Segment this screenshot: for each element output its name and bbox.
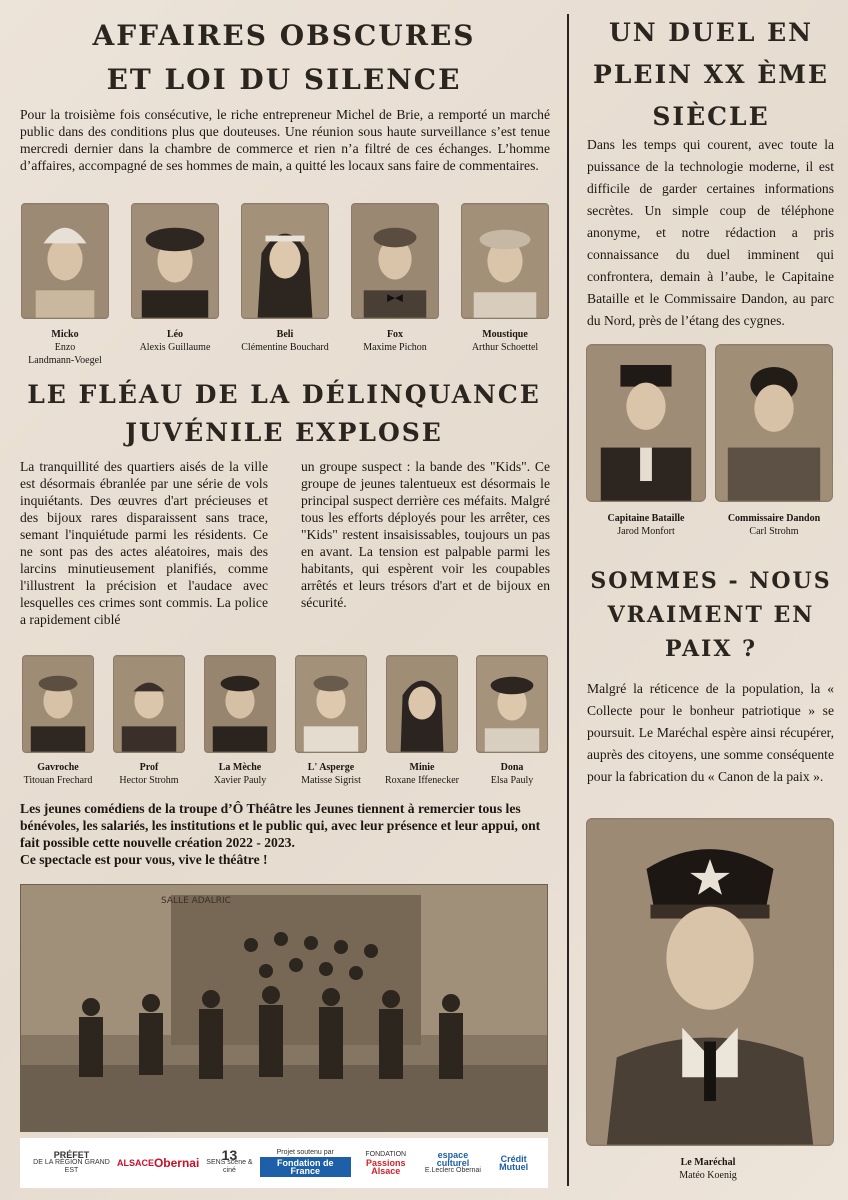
column-divider: [567, 14, 569, 1186]
affaires-headline: [20, 14, 548, 102]
fleau-column-2: un groupe suspect : la bande des "Kids". Ce groupe de jeunes talentueux est désormais le principal suspect derrière ces méfaits. Malgré tous les efforts déployés pour les arrêter, ces "Kids" restent insaisissables, toujours un pas en avant. La tension est palpable parmi les habitants, qui espèrent voir les coupables arrêtés et leurs trésors d'art et de bijoux en sécurité.: [301, 459, 550, 610]
sponsor-logos: [20, 1138, 548, 1188]
paix-title-line2: VRAIMENT EN: [607, 602, 815, 628]
caption-dona: Dona Elsa Pauly: [490, 762, 534, 786]
fleau-title-line1: LE FLÉAU DE LA DÉLINQUANCE: [27, 380, 541, 409]
caption-la-meche: La Mèche Xavier Pauly: [213, 762, 267, 786]
portrait-beli: [241, 203, 329, 319]
logo-fondation-de-france: Projet soutenu par Fondation de France: [260, 1149, 351, 1177]
paix-title-line3: PAIX ?: [665, 636, 757, 662]
logo-credit-mutuel: Crédit Mutuel: [499, 1154, 529, 1172]
logo-prefet: PRÉFET DE LA RÉGION GRAND EST: [33, 1150, 110, 1174]
caption-commissaire-dandon: Commissaire Dandon Carl Strohm: [727, 513, 821, 537]
caption-minie: Minie Roxane Iffenecker: [385, 762, 459, 786]
thanks-line-2: Ce spectacle est pour vous, vive le théâtre !: [20, 852, 268, 867]
affaires-title-line2: ET LOI DU SILENCE: [106, 63, 462, 96]
caption-leo: Léo Alexis Guillaume: [139, 329, 211, 353]
caption-prof: Prof Hector Strohm: [119, 762, 179, 786]
caption-gavroche: Gavroche Titouan Frechard: [23, 762, 93, 786]
affaires-title-line1: AFFAIRES OBSCURES: [92, 19, 476, 52]
portrait-le-marechal: [586, 818, 834, 1146]
duel-headline: [580, 12, 842, 138]
duel-title-line3: SIÈCLE: [652, 102, 770, 131]
caption-beli: Beli Clémentine Bouchard: [241, 329, 329, 353]
salle-sign: SALLE ADALRIC: [161, 896, 231, 906]
portrait-moustique: [461, 203, 549, 319]
paix-title-line1: SOMMES - NOUS: [590, 568, 832, 594]
portrait-l-asperge: [295, 655, 367, 753]
caption-le-marechal: Le Maréchal Matéo Koenig: [679, 1157, 737, 1181]
portrait-fox: [351, 203, 439, 319]
logo-obernai: Obernai: [153, 1156, 200, 1170]
portrait-minie: [386, 655, 458, 753]
group-photo: [20, 884, 548, 1132]
caption-fox: Fox Maxime Pichon: [363, 329, 427, 353]
paix-headline: [580, 564, 842, 666]
affaires-body: Pour la troisième fois consécutive, le riche entrepreneur Michel de Brie, a remporté un marché public dans des conditions plus que douteuses. Une réunion sous haute surveillance s’est tenue mercredi dernier dans la chambre de commerce et rien n’a filtré de ces échanges. L’homme d’affaires, accompagné de ses hommes de main, a quitté les locaux sans faire de commentaires.: [20, 107, 550, 173]
portrait-gavroche: [22, 655, 94, 753]
fleau-headline: [6, 376, 562, 452]
logo-alsace: ALSACE: [116, 1158, 154, 1168]
thanks-line-1: Les jeunes comédiens de la troupe d’Ô Théâtre les Jeunes tiennent à remercier tous les bénévoles, les salariés, les institutions et le public qui, avec leur présence et leur appui, ont fait possible cette nouvelle création 2022 - 2023.: [20, 801, 541, 850]
logo-13-sens: 13 SENS scène & ciné: [206, 1147, 253, 1174]
fleau-title-line2: JUVÉNILE EXPLOSE: [125, 418, 443, 447]
portrait-prof: [113, 655, 185, 753]
caption-l-asperge: L' Asperge Matisse Sigrist: [301, 762, 361, 786]
caption-moustique: Moustique Arthur Schoettel: [471, 329, 539, 353]
caption-capitaine-bataille: Capitaine Bataille Jarod Monfort: [607, 513, 685, 537]
portrait-leo: [131, 203, 219, 319]
thanks-text: [20, 800, 548, 868]
logo-passions-alsace: FONDATION Passions Alsace: [365, 1151, 407, 1176]
portrait-micko: [21, 203, 109, 319]
portrait-capitaine-bataille: [586, 344, 706, 502]
logo-espace-culturel: espace culturel E.Leclerc Obernai: [424, 1150, 481, 1174]
duel-body: Dans les temps qui courent, avec toute la puissance de la technologie moderne, il est difficile de garder certaines informations secrètes. Un simple coup de téléphone anonyme, et notre rédaction a pris connaissance du duel imminent qui confrontera, demain à l’aube, le Capitaine Bataille et le Commissaire Dandon, au parc du Nord, près de l’étang des cygnes.: [587, 137, 834, 328]
caption-micko: Micko Enzo Landmann-Voegel: [28, 329, 102, 366]
portrait-la-meche: [204, 655, 276, 753]
duel-title-line1: UN DUEL EN: [608, 18, 814, 47]
fleau-column-1: La tranquillité des quartiers aisés de la ville est désormais ébranlée par une série de vols inquiétants. Des œuvres d'art précieuses et des bijoux rares disparaissent sans trace, semant l'inquiétude parmi les résidents. Ce ne sont pas des actes aléatoires, mais des larcins minutieusement planifiés, comme l'illustrent la précision et l'audace avec lesquelles ces crimes sont commis. La police a rapidement ciblé: [20, 459, 268, 627]
duel-title-line2: PLEIN XX ÈME: [593, 60, 829, 89]
portrait-dona: [476, 655, 548, 753]
paix-body: Malgré la réticence de la population, la « Collecte pour le bonheur patriotique » se poursuit. Le Maréchal espère ainsi récupérer, auprès des citoyens, une somme conséquente pour la fabrication du « Canon de la paix ».: [587, 681, 834, 784]
portrait-commissaire-dandon: [715, 344, 833, 502]
